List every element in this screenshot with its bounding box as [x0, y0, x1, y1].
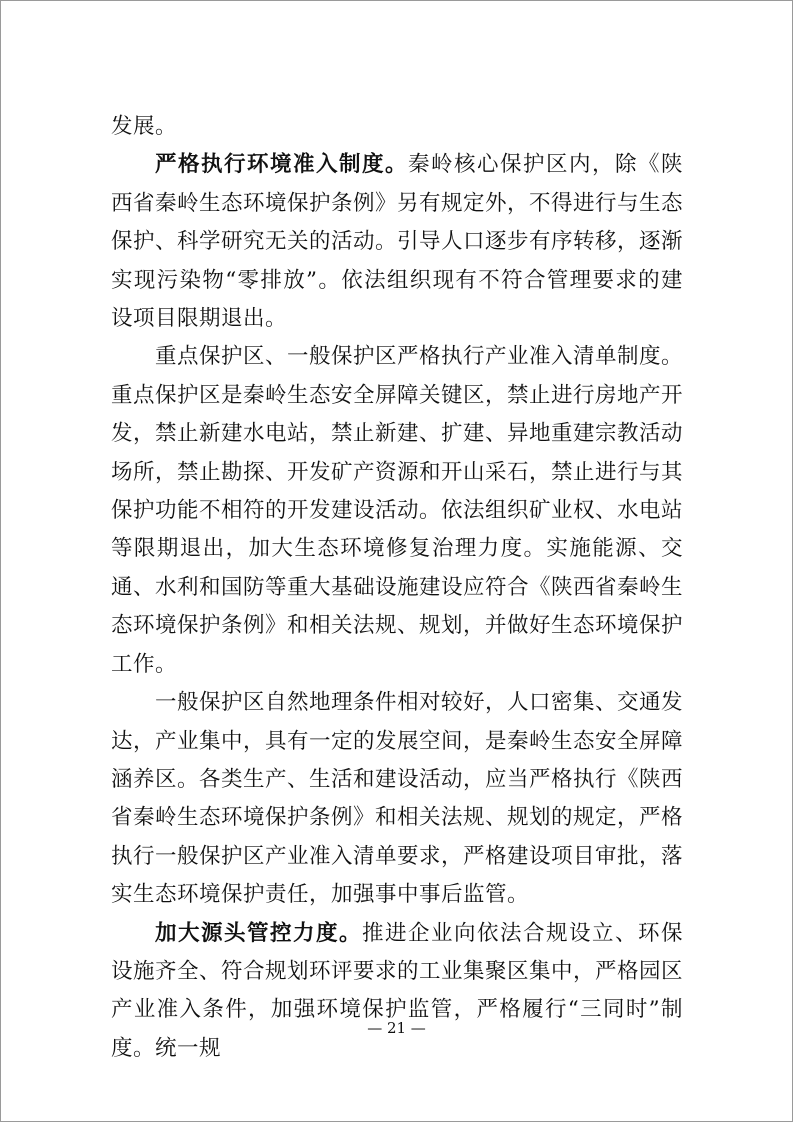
paragraph-source-control — [111, 915, 683, 1069]
page-number: — 21 — — [367, 1019, 426, 1037]
paragraph-general-protection-zone — [111, 684, 683, 914]
paragraph-key-protection-zone — [111, 338, 683, 684]
paragraph-text: 一般保护区自然地理条件相对较好，人口密集、交通发达，产业集中，具有一定的发展空间，是秦岭生态安全屏障涵养区。各类生产、生活和建设活动，应当严格执行《陕西省秦岭生态环境保护条例》和相关法规、规划的规定，严格执行一般保护区产业准入清单要求，严格建设项目审批，落实生态环境保护责任，加强事中事后监管。 — [111, 690, 684, 908]
paragraph-heading: 严格执行环境准入制度。 — [155, 152, 408, 178]
paragraph-text: 发展。 — [111, 114, 178, 139]
paragraph-text: 重点保护区、一般保护区严格执行产业准入清单制度。重点保护区是秦岭生态安全屏障关键区，禁止进行房地产开发，禁止新建水电站，禁止新建、扩建、异地重建宗教活动场所，禁止勘探、开发矿产资源和开山采石，禁止进行与其保护功能不相符的开发建设活动。依法组织矿业权、水电站等限期退出，加大生态环境修复治理力度。实施能源、交通、水利和国防等重大基础设施建设应符合《陕西省秦岭生态环境保护条例》和相关法规、规划，并做好生态环境保护工作。 — [111, 344, 684, 677]
paragraph-text: 秦岭核心保护区内，除《陕西省秦岭生态环境保护条例》另有规定外，不得进行与生态保护、科学研究无关的活动。引导人口逐步有序转移，逐渐实现污染物“零排放”。依法组织现有不符合管理要求的建设项目限期退出。 — [111, 152, 684, 332]
paragraph-heading: 加大源头管控力度。 — [155, 920, 362, 946]
paragraph-environmental-access — [111, 146, 683, 338]
paragraph-text: 推进企业向依法合规设立、环保设施齐全、符合规划环评要求的工业集聚区集中，严格园区产业准入条件，加强环境保护监管，严格履行“三同时”制度。统一规 — [111, 920, 684, 1061]
document-body — [111, 108, 683, 1068]
paragraph-continuation — [111, 108, 683, 146]
